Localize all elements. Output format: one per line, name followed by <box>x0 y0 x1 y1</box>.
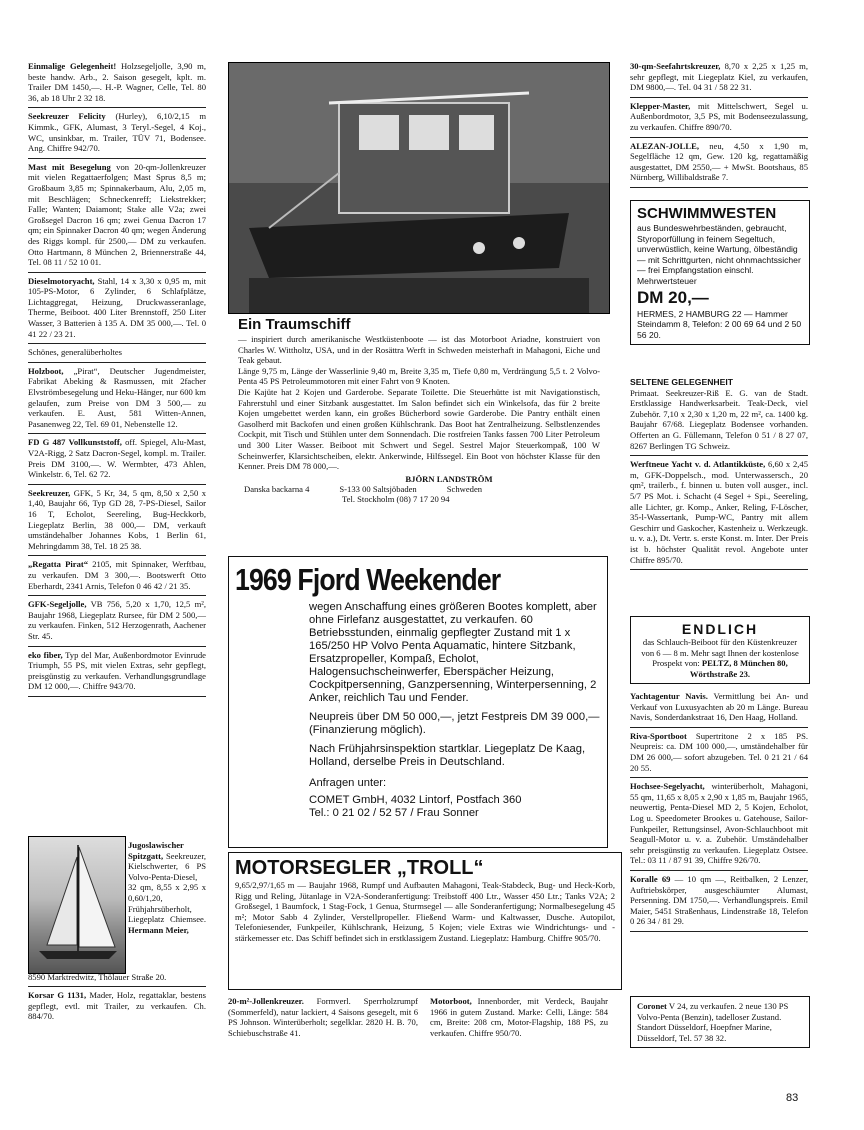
ad-head: Holzboot, <box>28 365 64 376</box>
ad-head: Hochsee-Segelyacht, <box>630 781 705 792</box>
motorboat-icon <box>229 63 609 313</box>
ad-head: Mast mit Besegelung <box>28 161 111 172</box>
ad-head: Seekreuzer, <box>28 487 71 498</box>
classified-ad <box>630 778 808 871</box>
classified-ad <box>28 58 206 108</box>
coronet-body: V 24, zu verkaufen. 2 neue 130 PS Volvo-Penta (Benzin), tadelloser Zustand. Standort Düsseldorf, Hoepfner Marine, Düsseldorf, Tel. 57 38 32. <box>637 1001 789 1043</box>
classified-ad <box>630 98 808 138</box>
ad-body: Stahl, 14 x 3,30 x 0,95 m, mit 105-PS-Motor, 6 Zylinder, 6 Schlafplätze, Lichtaggregat, Heizung, Druckwasseranlage, Therme, Beiboot. 400 Liter Brennstoff, 250 Liter Wasser, 3 Batterien à 135 A. DM 35 000,—. Tel. 0 41 22 / 23 21. <box>28 275 206 339</box>
endlich-name: PELTZ, 8 München 80, Wörthstraße 23. <box>689 658 788 679</box>
ad-body: Supertritone 2 x 185 PS. Neupreis: ca. DM 100 000,—, umständehalber für DM 26 000,— sofort abzugeben. Tel. 0 21 21 / 64 20 55. <box>630 730 808 773</box>
korsar-body: Mader, Holz, regattaklar, bestens gepflegt, evtl. mit Trailer, zu verkaufen. Ch. 884/70. <box>28 990 206 1022</box>
ad-body: mit Mittelschwert, Segel u. Außenbordmotor, 3,5 PS, mit Bodenseezulassung, zu verkaufen. Chiffre 890/70. <box>630 100 808 132</box>
ad-body: Holzsegeljolle, 3,90 m, beste handw. Arb., 2. Saison gesegelt, kplt. m. Trailer DM 1450,—. H.-P. Wagner, Celle, Tel. 80 36, ab 18 Uhr 2 32 18. <box>28 61 207 103</box>
left-column <box>28 58 206 697</box>
jugo-tail <box>28 972 206 987</box>
fjord-title: 1969 Fjord Weekender <box>235 562 501 597</box>
jugo-photo <box>28 836 126 974</box>
classified-ad <box>28 556 206 596</box>
traumschiff-tel: Tel. Stockholm (08) 7 17 20 94 <box>342 494 450 505</box>
ad-head: Koralle 69 <box>630 873 671 884</box>
classified-ad <box>28 344 206 363</box>
jugo-head: Jugoslawischer Spitzgatt, <box>128 840 184 861</box>
traumschiff-title: Ein Traumschiff <box>238 316 351 333</box>
fjord-p5: COMET GmbH, 4032 Lintorf, Postfach 360 <box>309 794 522 806</box>
classified-ad <box>28 647 206 697</box>
ad-body: „Pirat“, Deutscher Jugendmeister, Fabrikat Abeking & Rasmussen, mit 2facher Elvströmbesegelung und Heku-Hänger, nur 600 km gelaufen, zum Preise von DM 3 500,— zu verkaufen. E. Aust, 581 Witten-Annen, Pasanenweg 22, Tel. 69 01, Nebenstelle 12. <box>28 365 206 429</box>
fjord-ad <box>228 556 608 848</box>
ad-head: ALEZAN-JOLLE, <box>630 140 700 151</box>
classified-ad <box>28 363 206 435</box>
traumschiff-text <box>238 334 600 472</box>
ad-head: FD G 487 Vollkunststoff, <box>28 437 122 448</box>
classified-ad <box>630 871 808 932</box>
ad-head: eko fiber, <box>28 649 63 660</box>
classified-ad <box>28 596 206 646</box>
classified-ad <box>28 159 206 273</box>
traumschiff-ad <box>238 316 600 504</box>
jollen-body: Formverl. Sperrholzrumpf (Sommerfeld), natur lackiert, 4 Saisons gesegelt, mit 6 PS Johnson. Winterüberholt; segelklar. 2820 H. B. 70, Schiebuschstraße 41. <box>228 996 418 1038</box>
endlich-body: das Schlauch-Beiboot für den Küstenkreuzer von 6 — 8 m. Mehr sagt Ihnen der kostenlose Prospekt von: <box>641 637 799 669</box>
ad-head: „Regatta Pirat“ <box>28 559 89 570</box>
seltene-body: Primaat. Seekreuzer-Riß E. G. van de Stadt. Erstklassige Handwerksarbeit. Teak-Deck, viel Zubehör. 7,10 x 2,30 x 1,20 m, 22 m², ca. 1400 kg. Baujahr 67/68. Liegeplatz Bodensee vorhanden. Offerten an G. Füllemann, Telefon 0 51 / 8 27 07, 8267 Berlingen TG Schweiz. <box>630 387 808 451</box>
ad-head: Klepper-Master, <box>630 100 691 111</box>
ad-body: Schönes, generalüberholtes <box>28 347 123 358</box>
classified-ad <box>28 434 206 484</box>
traumschiff-seller: BJÖRN LANDSTRÖM <box>405 473 493 484</box>
seltene-ad <box>630 374 808 570</box>
schwimm-price: DM 20,— <box>637 287 709 307</box>
fjord-p6: Tel.: 0 21 02 / 52 57 / Frau Sonner <box>309 807 479 819</box>
ad-head: Seekreuzer Felicity <box>28 111 106 122</box>
coronet-ad <box>630 996 810 1048</box>
addr3: Schweden <box>446 483 483 494</box>
classified-ad <box>630 138 808 188</box>
troll-title: MOTORSEGLER „TROLL“ <box>235 857 484 879</box>
ad-body: von 20-qm-Jollenkreuzer mit vielen Regattaerfolgen; Mast Sprus 8,5 m; Großbaum 3,85 m; Spinnakerbaum, Alu, 2,05 m, mit Beschlägen; Schneckenreff; Liekstrekker; Falle; Wanten; Daiamont; Stake alle V2a; zwei Großsegel Dacron 16 qm; zwei Genua Dacron 17 qm; ein Spinnaker Dacron 40 qm; wegen Änderung des Riggs kompl. für 2500,— DM zu verkaufen. Otto Hartmann, 8 München 2, Briennerstraße 44, Tel. 08 11 / 52 10 01. <box>28 161 206 268</box>
jugo-body: Seekreuzer, Kielschwerter, 6 PS Volvo-Penta-Diesel, 32 qm, 8,55 x 2,95 x 0,60/1,20, Frühjahrsüberholt, Liegeplatz Chiemsee. <box>128 850 206 925</box>
jugo-tail-text: 8590 Marktredwitz, Thölauer Straße 20. <box>28 972 167 982</box>
ad-head: Yachtagentur Navis. <box>630 691 708 701</box>
werftneue-head: Werftneue Yacht v. d. Atlantikküste, <box>630 459 766 470</box>
seltene-head: SELTENE GELEGENHEIT <box>630 377 733 387</box>
schwimm-addr: HERMES, 2 HAMBURG 22 — Hammer Steindamm 8, Telefon: 2 00 69 64 und 2 50 56 20. <box>637 308 802 340</box>
sailboat-icon <box>29 837 125 973</box>
schwimmwesten-ad <box>630 200 810 345</box>
jugo-name: Hermann Meier, <box>128 924 189 935</box>
motorboot-body: Innenborder, mit Verdeck, Baujahr 1966 in gutem Zustand. Marke: Celli, Länge: 584 cm, Breite: 208 cm, Motor-Flagship, 188 PS, zu verkaufen. Chiffre 950/70. <box>430 996 608 1038</box>
traumschiff-p3: Die Kajüte hat 2 Kojen und Garderobe. Separate Toilette. Die Steuerhütte ist mit Navigationstisch, Fahrerstuhl und einer Sitzbank ausgestattet. Im Salon befindet sich ein Winkelsofa, das für 2 breite Kojen umgebettet werden kann, ein großes Bücherbord sowie Garderobe. Die Pantry enthält einen Gasolherd mit Backofen und einen großen Kühlschrank. Das Boot hat Zentralheizung. Selbstlenzendes Cockpit, mit Tisch und Stühlen unter dem Sonnendach. Die rostfreien Tanks fassen 700 Liter Petroleum und 300 Liter Wasser. Beiboot mit Schwert und Segel. Sestrel Major Steuerkompaß, 100 W Scheinwerfer, Klarsichtscheiben, elektr. Ankerwinde, Hilfssegel. Ein Boot von höchster Klasse für den Kenner. Preis DM 78 000,—. <box>238 386 600 472</box>
page-number: 83 <box>786 1092 799 1104</box>
traumschiff-address <box>238 484 600 495</box>
fjord-p2: Neupreis über DM 50 000,—, jetzt Festpreis DM 39 000,— (Finanzierung möglich). <box>309 711 600 736</box>
classified-ad <box>28 108 206 158</box>
traumschiff-photo <box>228 62 610 314</box>
fjord-body <box>235 601 601 820</box>
schwimm-title: SCHWIMMWESTEN <box>637 205 777 222</box>
ad-body: 2105, mit Spinnaker, Werftbau, zu verkaufen. DM 3 300,—. Bootswerft Otto Eberhardt, 2341 Arnis, Telefon 0 46 42 / 21 35. <box>28 559 206 591</box>
troll-ad <box>228 852 622 990</box>
ad-body: GFK, 5 Kr, 34, 5 qm, 8,50 x 2,50 x 1,40, Baujahr 66, Typ GD 28, 7-PS-Diesel, Sailor 16 T, Echolot, Seereling, Bug-Heckkorb, Liegeplatz Berlin, 38 000,— DM, verkauft umständehalber Johannes Kobs, 1 Berlin 61, Mehringdamm 38, Tel. 18 25 38. <box>28 487 206 551</box>
classified-ad <box>28 273 206 345</box>
ad-body: neu, 4,50 x 1,90 m, Segelfläche 12 qm, Gew. 120 kg, regattamäßig ausgestattet, DM 2550,— + MwSt. Bootshaus, 85 Nürnberg, Willibaldstraße 7. <box>630 140 808 183</box>
ad-body: Vermittlung bei An- und Verkauf von Luxusyachten ab 20 m Länge. Bureau Navis, Sonderdankstraat 16, Den Haag, Holland. <box>630 691 808 723</box>
korsar-ad <box>28 990 206 1022</box>
fjord-p1: wegen Anschaffung eines größeren Bootes komplett, aber ohne Firlefanz ausgestattet, zu verkaufen. 60 Betriebsstunden, einmalig gepflegter Zustand mit 1 x 165/250 HP Volvo Penta Aquamatic, hintere Sitzbank, Ersatzpropeller, Kompaß, Echolot, Halogensuchscheinwerfer, Eberspächer Heizung, Cockpitpersenning, Ganzpersenning, Winterpersenning, 2 Anker, reichlich Tau und Fender. <box>309 601 597 704</box>
classified-ad <box>630 728 808 778</box>
addr1: Danska backarna 4 <box>244 483 310 494</box>
ad-body: off. Spiegel, Alu-Mast, V2A-Rigg, 2 Satz Dacron-Segel, kompl. m. Trailer. Preis DM 3100,—. W. Wermbter, 473 Ahlen, Winkelstr. 6, Tel. 62 72. <box>28 437 207 480</box>
fjord-p4: Anfragen unter: <box>309 777 387 789</box>
ad-head: 30-qm-Seefahrtskreuzer, <box>630 61 721 71</box>
schwimm-body: aus Bundeswehrbeständen, gebraucht, Styroporfüllung in feinem Segeltuch, unverwüstlich, keine Wartung, ölbeständig — mit Schrittgurten, nicht ohnmachtssicher — frei Empfangstation einschl. Mehrwertsteuer <box>637 223 801 286</box>
motorboot-head: Motorboot, <box>430 996 472 1006</box>
ad-body: (Hurley), 6,10/2,15 m Kimmk., GFK, Alumast, 3 Teryl.-Segel, 4 Koj., WC, unsinkbar, m. Trailer, TÜV 71, Bodensee. Ang. Chiffre 942/70. <box>28 111 206 154</box>
jollen-ad <box>228 996 418 1038</box>
addr2: S-133 00 Saltsjöbaden <box>339 483 417 494</box>
ad-head: Riva-Sportboot <box>630 730 687 741</box>
classified-ad <box>630 58 808 98</box>
jugo-ad <box>128 840 206 935</box>
coronet-head: Coronet <box>637 1001 667 1011</box>
traumschiff-p1: — inspiriert durch amerikanische Westküstenboote — ist das Motorboot Ariadne, konstruiert von Charles W. Wittholtz, USA, und in der Rosättra Werft in Schweden meisterhaft in Mahagoni, Eiche und Teak gebaut. <box>238 334 600 366</box>
right-column-bottom <box>630 688 808 932</box>
endlich-ad <box>630 616 810 684</box>
ad-body: — 10 qm —, Reitbalken, 2 Lenzer, Auftriebskörper, ausgeschäumter Alumast, Persenning. DM 1750,—. Verhandlungspreis. Emil Maier, 5451 Straßenhaus, Lindenstraße 18, Telefon 0 26 34 / 81 29. <box>630 873 808 927</box>
werftneue-body: 6,60 x 2,45 m, GFK-Doppelsch., mod. Unterwassersch., 20 qm², trailerb., f. binnen u. buten voll ausger., incl. 5/7 PS Mot. i. Schacht (4 Segel + Spi., Seereling, alle Lichter, gr. Komp., Anker, Reling, F-Löscher, 35-l-Wassertank, Pump-WC, Pantry mit allem Geschirr und Gaskocher, Kastenheiz u. Werkzeugk. u. v. a.), Dt. Vertr. s. erste Konst. m. Inter. Der Preis ist b. höchster Qualität revol. Angebote unter Chiffre 895/70. <box>630 459 808 565</box>
ad-body: VB 756, 5,20 x 1,70, 12,5 m², Baujahr 1968, Liegeplatz Rursee, für DM 2 500,— zu verkaufen. Finken, 512 Herzogenrath, Aachener Str. 45. <box>28 599 206 641</box>
endlich-title: ENDLICH <box>681 621 759 637</box>
traumschiff-p2: Länge 9,75 m, Länge der Wasserlinie 9,40 m, Breite 3,35 m, Tiefe 0,80 m, Verdrängung 5,5 t. 2 Volvo-Penta 45 PS Petroleummotoren mit einer Fahrt von 9 Knoten. <box>238 365 600 387</box>
ad-body: Typ del Mar, Außenbordmotor Evinrude Triumph, 55 PS, mit vielen Extras, sehr gepflegt, preisgünstig zu verkaufen. Verhandlungsgrundlage DM 12 000,—. Chiffre 943/70. <box>28 649 206 692</box>
ad-head: GFK-Segeljolle, <box>28 599 87 610</box>
ad-head: Einmalige Gelegenheit! <box>28 61 117 71</box>
fjord-p3: Nach Frühjahrsinspektion startklar. Liegeplatz De Kaag, Holland, derselbe Preis in Deutschland. <box>309 743 586 768</box>
right-column-top <box>630 58 808 188</box>
motorboot-ad <box>430 996 608 1038</box>
ad-head: Dieselmotoryacht, <box>28 275 95 286</box>
ad-body: winterüberholt, Mahagoni, 55 qm, 11,65 x 8,05 x 2,90 x 1,85 m, Baujahr 1965, neuwertig, Penta-Diesel MD 2, 5 Kojen, Echolot, Log u. Speedometer Brookes u. Gatehouse, Sailor-Funkpeiler, Rettungsinsel, Avon-Schlauchboot mit Seagull-Motor u. v. a. Zubehör. Umständehalber sehr preisgünstig zu verkaufen. Liegeplatz Ostsee. Tel.: 03 11 / 87 91 39, Chiffre 926/70. <box>630 781 808 866</box>
classified-ad <box>630 688 808 728</box>
korsar-head: Korsar G 1131, <box>28 990 87 1000</box>
troll-body: 9,65/2,97/1,65 m — Baujahr 1968, Rumpf und Aufbauten Mahagoni, Teak-Stabdeck, Bug- und Heck-Korb, Rigg und Reling, Jütanlage in V2A-Sonderanfertigung: Treibstoff 400 Ltr., Wasser 450 Ltr.; Tanks V2A; 2 Großsegel, 1 Baumfock, 1 Stag-Fock, 1 Genua, Sturmsegel — alle Sonderanfertigung; Normalbesegelung 45 m²; Motor Sabb 4 Zylinder, Verstellpropeller. Fließend Warm- und Kaltwasser, Dusche. Autopilot, Telefoniesender, Funkpeiler, Kühlschrank, Heizung, 5 Kojen; viele Extras wie Windrichtungs- und -stärkemesser etc. Das Schiff befindet sich in erstklassigem Zustand. Liegeplatz: Hamburg. Chiffre 905/70. <box>235 880 615 943</box>
classified-ad <box>28 485 206 557</box>
jollen-head: 20-m²-Jollenkreuzer. <box>228 996 304 1006</box>
ad-body: 8,70 x 2,25 x 1,25 m, sehr gepflegt, mit Liegeplatz Kiel, zu verkaufen, DM 9800,—. Tel. 04 31 / 58 22 31. <box>630 61 808 93</box>
